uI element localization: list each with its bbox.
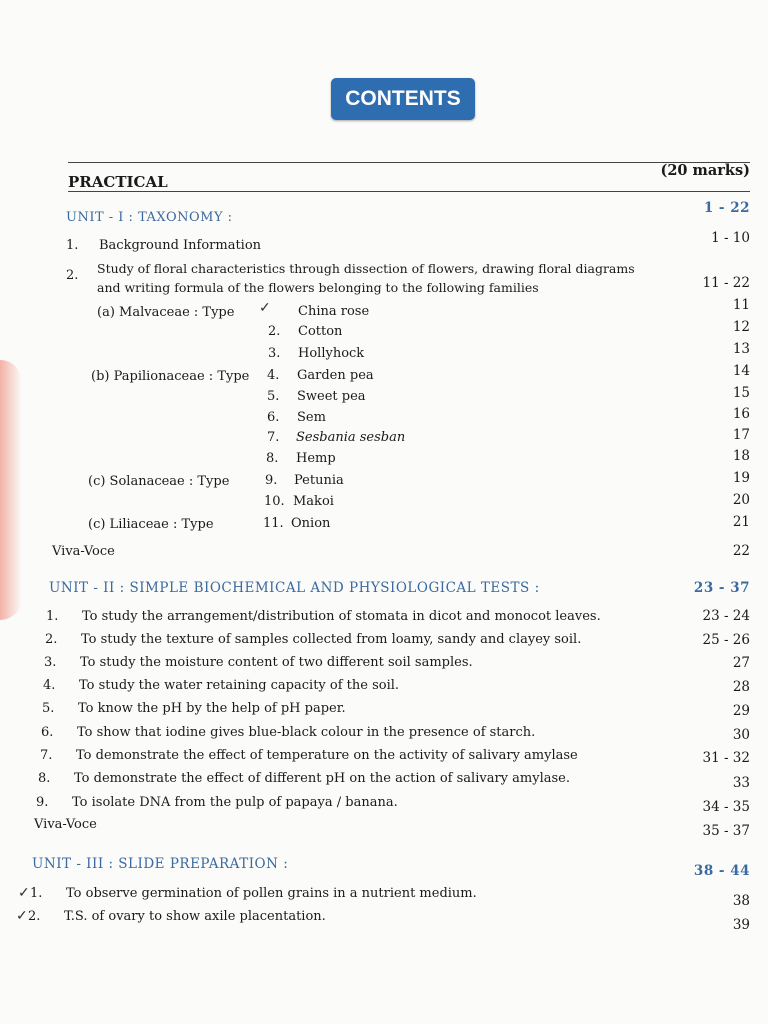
unit2-item-text: To show that iodine gives blue-black colour in the presence of starch. bbox=[77, 725, 536, 740]
unit1-heading: UNIT - I : TAXONOMY : bbox=[66, 210, 233, 225]
unit2-viva-page: 35 - 37 bbox=[702, 823, 750, 839]
type-num: 5. bbox=[267, 389, 280, 404]
section-heading: PRACTICAL bbox=[68, 173, 168, 191]
type-num: 7. bbox=[267, 430, 280, 445]
unit2-item-num: 8. bbox=[38, 771, 51, 786]
unit2-item-pages: 33 bbox=[732, 775, 750, 791]
unit2-item-num: 7. bbox=[40, 748, 53, 763]
check-mark-icon: ✓ bbox=[16, 908, 28, 924]
family-malvaceae: (a) Malvaceae : Type bbox=[97, 305, 235, 320]
unit1-item2-pages: 11 - 22 bbox=[702, 275, 750, 291]
check-mark-icon: ✓ bbox=[259, 300, 271, 316]
type-name: Hemp bbox=[296, 451, 336, 466]
unit2-item-num: 3. bbox=[44, 655, 57, 670]
unit3-item-text: To observe germination of pollen grains in a nutrient medium. bbox=[66, 886, 477, 901]
type-num: 3. bbox=[268, 346, 281, 361]
type-name: Petunia bbox=[294, 473, 344, 488]
type-name: Hollyhock bbox=[298, 346, 365, 361]
type-page: 19 bbox=[732, 470, 750, 486]
type-name: Sesbania sesban bbox=[296, 430, 406, 445]
unit2-item-pages: 31 - 32 bbox=[702, 750, 750, 766]
unit2-item-num: 9. bbox=[36, 795, 49, 810]
type-name: Cotton bbox=[298, 324, 343, 339]
unit2-item-text: To study the texture of samples collected from loamy, sandy and clayey soil. bbox=[81, 632, 582, 647]
type-name: Garden pea bbox=[297, 368, 374, 383]
type-name: Makoi bbox=[293, 494, 334, 509]
marks-label: (20 marks) bbox=[660, 162, 750, 179]
unit3-pages: 38 - 44 bbox=[693, 863, 750, 879]
unit2-item-num: 4. bbox=[43, 678, 56, 693]
type-num: 4. bbox=[267, 368, 280, 383]
unit2-pages: 23 - 37 bbox=[693, 580, 750, 596]
unit1-pages: 1 - 22 bbox=[703, 200, 750, 216]
type-page: 16 bbox=[732, 406, 750, 422]
type-page: 13 bbox=[732, 341, 750, 357]
contents-title: CONTENTS bbox=[331, 78, 475, 120]
unit2-item-num: 1. bbox=[46, 609, 59, 624]
unit2-item-pages: 34 - 35 bbox=[702, 799, 750, 815]
type-page: 15 bbox=[732, 385, 750, 401]
unit2-item-text: To demonstrate the effect of temperature on the activity of salivary amylase bbox=[76, 748, 578, 763]
unit2-item-num: 6. bbox=[41, 725, 54, 740]
section-rule bbox=[68, 191, 750, 192]
unit1-item1-text: Background Information bbox=[99, 238, 262, 253]
type-page: 21 bbox=[732, 514, 750, 530]
unit2-item-pages: 27 bbox=[732, 655, 750, 671]
unit2-heading: UNIT - II : SIMPLE BIOCHEMICAL AND PHYSIOLOGICAL TESTS : bbox=[49, 580, 540, 596]
unit2-viva-voce: Viva-Voce bbox=[34, 817, 97, 832]
unit1-item2-num: 2. bbox=[66, 268, 79, 283]
unit3-item-text: T.S. of ovary to show axile placentation. bbox=[64, 909, 326, 924]
unit2-item-text: To study the water retaining capacity of the soil. bbox=[79, 678, 400, 693]
check-mark-icon: ✓ bbox=[18, 885, 30, 901]
type-num: 10. bbox=[264, 494, 285, 509]
unit2-item-pages: 25 - 26 bbox=[702, 632, 750, 648]
unit2-item-pages: 28 bbox=[732, 679, 750, 695]
unit2-item-pages: 30 bbox=[732, 727, 750, 743]
unit2-item-text: To demonstrate the effect of different pH on the action of salivary amylase. bbox=[74, 771, 570, 786]
type-num: 8. bbox=[266, 451, 279, 466]
unit2-item-text: To isolate DNA from the pulp of papaya / banana. bbox=[72, 795, 398, 810]
type-name: Onion bbox=[291, 516, 331, 531]
type-page: 12 bbox=[732, 319, 750, 335]
page-edge-shadow bbox=[0, 360, 22, 620]
unit1-item1-num: 1. bbox=[66, 238, 79, 253]
unit1-item2-text-line2: and writing formula of the flowers belonging to the following families bbox=[97, 280, 539, 295]
type-page: 18 bbox=[732, 448, 750, 464]
unit3-item-num: 1. bbox=[30, 886, 43, 901]
type-page: 20 bbox=[732, 492, 750, 508]
unit3-heading: UNIT - III : SLIDE PREPARATION : bbox=[32, 856, 289, 872]
unit1-viva-voce: Viva-Voce bbox=[52, 544, 115, 559]
unit1-item2-text-line1: Study of floral characteristics through dissection of flowers, drawing floral diagrams bbox=[97, 261, 635, 276]
type-page: 11 bbox=[732, 297, 750, 313]
top-rule bbox=[68, 162, 750, 163]
family-solanaceae: (c) Solanaceae : Type bbox=[88, 474, 230, 489]
unit2-item-text: To study the moisture content of two different soil samples. bbox=[80, 655, 473, 670]
unit3-item-num: 2. bbox=[28, 909, 41, 924]
unit1-item1-pages: 1 - 10 bbox=[711, 230, 750, 246]
type-num: 9. bbox=[265, 473, 278, 488]
family-papilionaceae: (b) Papilionaceae : Type bbox=[91, 369, 250, 384]
type-num: 6. bbox=[267, 410, 280, 425]
unit3-item-pages: 38 bbox=[732, 893, 750, 909]
type-num: 11. bbox=[263, 516, 284, 531]
unit2-item-num: 5. bbox=[42, 701, 55, 716]
type-name: China rose bbox=[298, 304, 370, 319]
type-name: Sem bbox=[297, 410, 326, 425]
type-name: Sweet pea bbox=[297, 389, 366, 404]
unit3-item-pages: 39 bbox=[732, 917, 750, 933]
unit2-item-pages: 23 - 24 bbox=[702, 608, 750, 624]
unit2-item-text: To study the arrangement/distribution of stomata in dicot and monocot leaves. bbox=[82, 609, 601, 624]
type-num: 2. bbox=[268, 324, 281, 339]
unit1-viva-page: 22 bbox=[732, 543, 750, 559]
unit2-item-text: To know the pH by the help of pH paper. bbox=[78, 701, 346, 716]
type-page: 14 bbox=[732, 363, 750, 379]
unit2-item-num: 2. bbox=[45, 632, 58, 647]
type-page: 17 bbox=[732, 427, 750, 443]
unit2-item-pages: 29 bbox=[732, 703, 750, 719]
family-liliaceae: (c) Liliaceae : Type bbox=[88, 517, 214, 532]
